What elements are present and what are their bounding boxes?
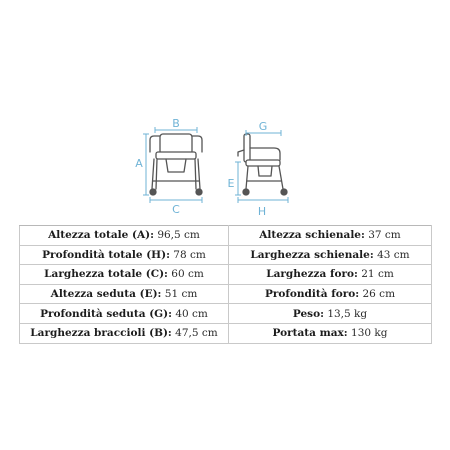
- front-wheel-right: [196, 189, 202, 195]
- spec-cell: Altezza totale (A): 96,5 cm: [20, 226, 229, 246]
- spec-cell: Altezza seduta (E): 51 cm: [20, 284, 229, 304]
- label-e: E: [227, 177, 235, 190]
- spec-cell: Larghezza totale (C): 60 cm: [20, 265, 229, 285]
- side-view-chair: [238, 134, 287, 195]
- side-rear-leg: [246, 166, 248, 189]
- front-right-leg: [198, 159, 200, 189]
- front-wheel-left: [150, 189, 156, 195]
- label-b: B: [172, 117, 180, 130]
- side-armrest: [250, 148, 280, 160]
- front-right-armrest: [192, 136, 202, 152]
- spec-cell: Altezza schienale: 37 cm: [229, 226, 432, 246]
- front-seat: [156, 152, 196, 159]
- table-row: [20, 323, 432, 343]
- front-left-armrest: [150, 136, 160, 152]
- front-backrest: [160, 134, 192, 154]
- spec-cell: Larghezza schienale: 43 cm: [229, 245, 432, 265]
- label-g: G: [258, 120, 268, 133]
- side-wheel-rear: [243, 189, 249, 195]
- spec-cell: Profondità seduta (G): 40 cm: [20, 304, 229, 324]
- side-handle: [238, 150, 244, 156]
- side-bucket: [258, 166, 272, 176]
- spec-cell: Larghezza braccioli (B): 47,5 cm: [20, 323, 229, 343]
- table-row: [20, 284, 432, 304]
- side-backrest: [244, 134, 250, 162]
- table-row: [20, 265, 432, 285]
- label-c: C: [172, 203, 180, 216]
- table-row: [20, 245, 432, 265]
- spec-cell: Larghezza foro: 21 cm: [229, 265, 432, 285]
- table-row: [20, 304, 432, 324]
- side-wheel-front: [281, 189, 287, 195]
- front-view-chair: [150, 134, 202, 195]
- spec-cell: Portata max: 130 kg: [229, 323, 432, 343]
- front-bucket: [166, 159, 186, 172]
- spec-table: [19, 225, 432, 344]
- side-seat: [246, 160, 280, 166]
- spec-cell: Profondità totale (H): 78 cm: [20, 245, 229, 265]
- table-row: [20, 226, 432, 246]
- spec-cell: Profondità foro: 26 cm: [229, 284, 432, 304]
- front-left-leg: [152, 159, 154, 189]
- spec-cell: Peso: 13,5 kg: [229, 304, 432, 324]
- label-a: A: [135, 157, 143, 170]
- label-h: H: [257, 205, 267, 218]
- side-front-leg: [279, 166, 283, 189]
